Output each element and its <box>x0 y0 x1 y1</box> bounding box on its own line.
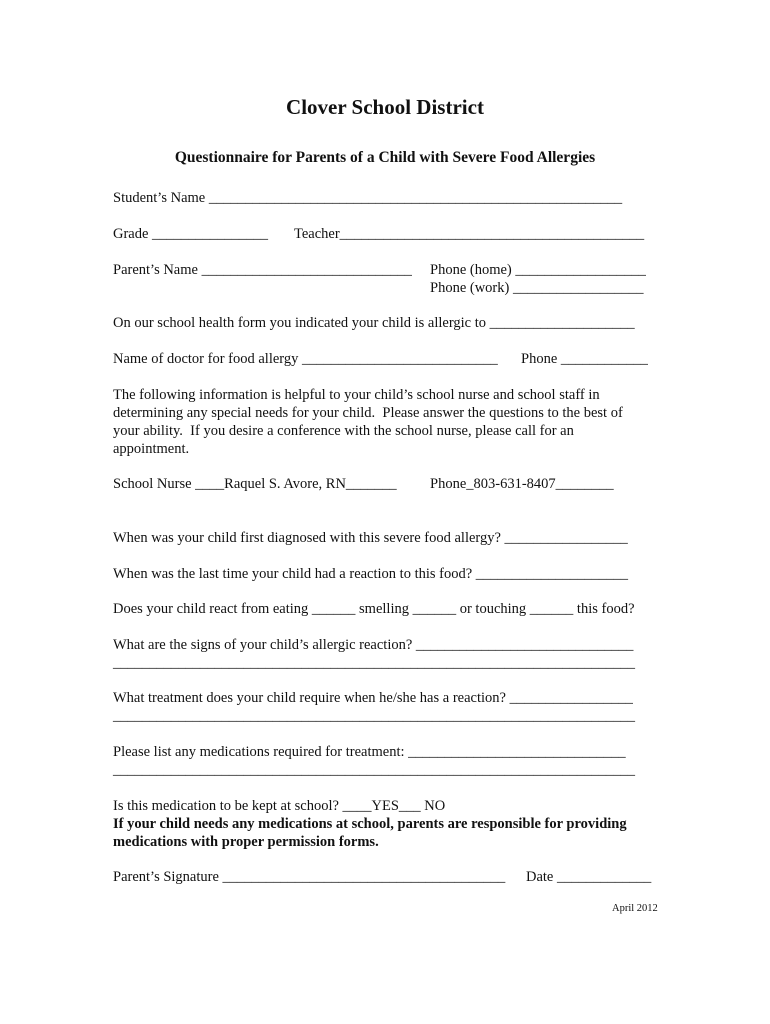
teacher-field[interactable]: Teacher__________________________________________ <box>294 226 645 242</box>
diagnosed-question[interactable]: When was your child first diagnosed with this severe food allergy? _________________ <box>113 530 628 546</box>
parent-name-field[interactable]: Parent’s Name _____________________________ <box>113 262 412 278</box>
doctor-name-field[interactable]: Name of doctor for food allergy ___________________________ <box>113 351 498 367</box>
district-title: Clover School District <box>286 95 484 119</box>
allergic-to-field[interactable]: On our school health form you indicated your child is allergic to ____________________ <box>113 315 635 331</box>
info-paragraph-line-1: The following information is helpful to your child’s school nurse and school staff in <box>113 387 600 403</box>
revision-date: April 2012 <box>612 903 658 914</box>
phone-work-field[interactable]: Phone (work) __________________ <box>430 280 644 296</box>
form-subtitle: Questionnaire for Parents of a Child with Severe Food Allergies <box>174 149 596 166</box>
kept-at-school-question[interactable]: Is this medication to be kept at school? ____YES___ NO <box>113 798 446 814</box>
info-paragraph-line-3: your ability. If you desire a conference with the school nurse, please call for an <box>113 423 574 439</box>
phone-home-field[interactable]: Phone (home) __________________ <box>430 262 646 278</box>
info-paragraph-line-4: appointment. <box>113 441 190 457</box>
react-from-question[interactable]: Does your child react from eating ______ smelling ______ or touching ______ this food? <box>113 601 635 617</box>
medications-answer-line[interactable]: ________________________________________________________________________ <box>113 762 635 778</box>
treatment-answer-line[interactable]: ________________________________________________________________________ <box>113 708 635 724</box>
treatment-question[interactable]: What treatment does your child require when he/she has a reaction? _________________ <box>113 690 633 706</box>
nurse-phone-line: Phone_803-631-8407________ <box>430 476 614 492</box>
medications-question[interactable]: Please list any medications required for treatment: ______________________________ <box>113 744 626 760</box>
info-paragraph-line-2: determining any special needs for your child. Please answer the questions to the best of <box>113 405 623 421</box>
student-name-field[interactable]: Student’s Name _________________________________________________________ <box>113 190 623 206</box>
signature-date-field[interactable]: Date _____________ <box>526 869 652 885</box>
signs-question[interactable]: What are the signs of your child’s allergic reaction? ______________________________ <box>113 637 634 653</box>
grade-field[interactable]: Grade ________________ <box>113 226 269 242</box>
last-reaction-question[interactable]: When was the last time your child had a reaction to this food? _____________________ <box>113 566 629 582</box>
medication-notice-line-2: medications with proper permission forms. <box>113 834 379 850</box>
parent-signature-field[interactable]: Parent’s Signature _______________________________________ <box>113 869 506 885</box>
signs-answer-line[interactable]: ________________________________________________________________________ <box>113 655 635 671</box>
medication-notice-line-1: If your child needs any medications at school, parents are responsible for providing <box>113 816 627 832</box>
doctor-phone-field[interactable]: Phone ____________ <box>521 351 648 367</box>
school-nurse-line: School Nurse ____Raquel S. Avore, RN_______ <box>113 476 397 492</box>
